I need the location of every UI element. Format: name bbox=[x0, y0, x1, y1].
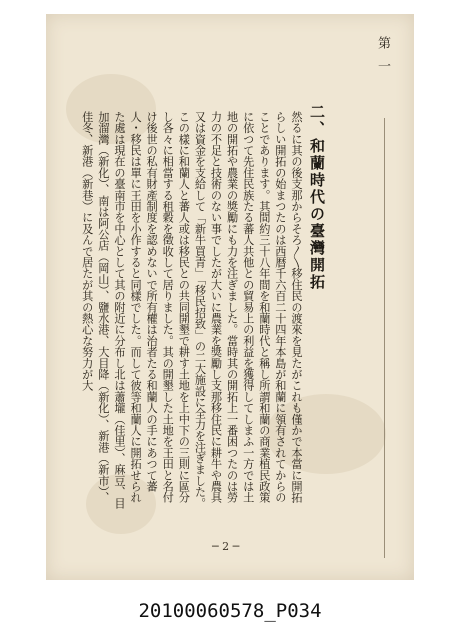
page-number: ─ 2 ─ bbox=[212, 540, 240, 553]
page-header: 第一 bbox=[375, 36, 390, 82]
image-caption: 20100060578_P034 bbox=[138, 600, 322, 622]
header-rule bbox=[384, 118, 385, 558]
section-heading: 二、和蘭時代の臺灣開拓 bbox=[308, 104, 326, 291]
body-paragraph: 然るに其の後支那からそろ〳〵移住民の渡來を見たがこれも僅かで本當に開拓らしい開拓の始まつたのは西暦千六百二十四年本島が和蘭に領有されてからのことであります。其間約三十八年間を和蘭時代と稱し所謂和蘭の商業植民政策に依つて先住民族たる蕃人共他との貿易上の利益を獲得してしまふ一方では土地の開拓や農業の獎勵にも力を注ぎました。當時其の開拓上一番困つたのは勞力の不足と技術のない事でしたが大いに農業を獎勵し支那移住民に耕牛や農具又は資金を支給して「新牛買青」「移民招致」の二大施設に全力を注ぎました。この樣に和蘭人と蕃人或は移民との共同開墾で耕す土地を上中下の三則に區分し各々に相當する租穀を徵收して居りました。其の開墾した土地を王田と名付け後世の私有財產制度を認めないで所有權は治者たる和蘭人の手にあつて蕃人・移民は單に王田を小作すると同樣でした。而して彼等和蘭人に開拓せられた處は現在の臺南市を中心として其の附近に分布し北は蕭壠（佳里）、麻豆、目加溜灣（新化）、南は阿公店（岡山）、鹽水港、大目降（新化）、新港（新市）、佳冬、新港（新巷）に及んで居たが其の熱心な努力が大 bbox=[80, 111, 303, 509]
body-text bbox=[68, 111, 304, 511]
document-page bbox=[46, 14, 414, 580]
